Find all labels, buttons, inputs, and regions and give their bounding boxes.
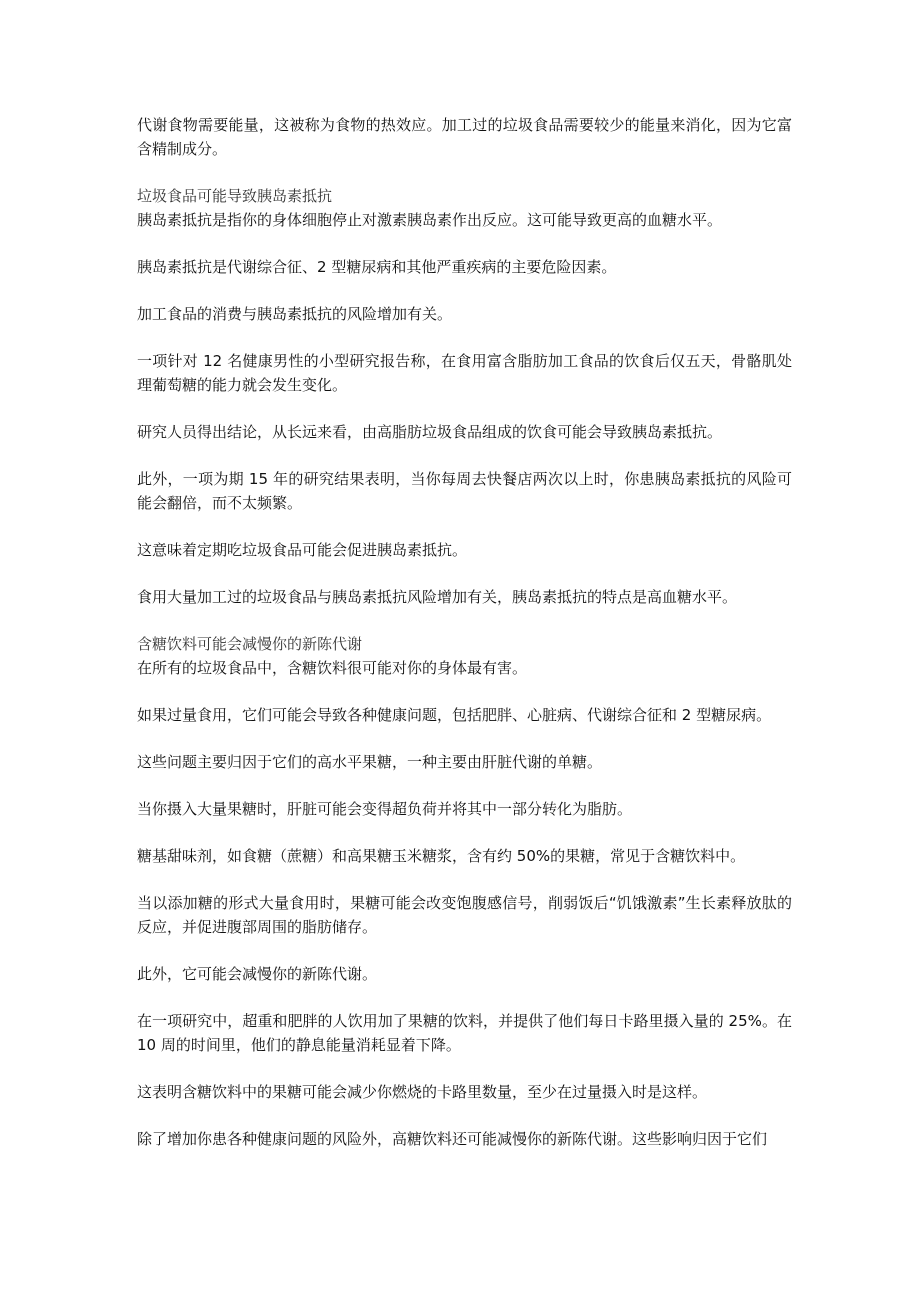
paragraph: 当你摄入大量果糖时，肝脏可能会变得超负荷并将其中一部分转化为脂肪。 (137, 800, 633, 818)
paragraph: 这些问题主要归因于它们的高水平果糖，一种主要由肝脏代谢的单糖。 (137, 753, 603, 771)
paragraph: 此外，它可能会减慢你的新陈代谢。 (137, 965, 378, 983)
paragraph: 加工食品的消费与胰岛素抵抗的风险增加有关。 (137, 305, 453, 323)
section-heading: 含糖饮料可能会减慢你的新陈代谢 (137, 635, 363, 653)
paragraph: 胰岛素抵抗是代谢综合征、2 型糖尿病和其他严重疾病的主要危险因素。 (137, 258, 617, 276)
paragraph: 在所有的垃圾食品中，含糖饮料很可能对你的身体最有害。 (137, 659, 528, 677)
paragraph: 胰岛素抵抗是指你的身体细胞停止对激素胰岛素作出反应。这可能导致更高的血糖水平。 (137, 211, 723, 229)
paragraph: 除了增加你患各种健康问题的风险外，高糖饮料还可能减慢你的新陈代谢。这些影响归因于它们 (137, 1130, 768, 1148)
paragraph: 如果过量食用，它们可能会导致各种健康问题，包括肥胖、心脏病、代谢综合征和 2 型糖尿病。 (137, 706, 772, 724)
document-body (137, 113, 792, 1174)
paragraph: 研究人员得出结论，从长远来看，由高脂肪垃圾食品组成的饮食可能会导致胰岛素抵抗。 (137, 423, 723, 441)
paragraph: 一项针对 12 名健康男性的小型研究报告称，在食用富含脂肪加工食品的饮食后仅五天，骨骼肌处理葡萄糖的能力就会发生变化。 (137, 352, 792, 394)
paragraph: 糖基甜味剂，如食糖（蔗糖）和高果糖玉米糖浆，含有约 50%的果糖，常见于含糖饮料中。 (137, 847, 746, 865)
paragraph: 在一项研究中，超重和肥胖的人饮用加了果糖的饮料，并提供了他们每日卡路里摄入量的 25%。在 10 周的时间里，他们的静息能量消耗显着下降。 (137, 1012, 792, 1054)
paragraph: 代谢食物需要能量，这被称为食物的热效应。加工过的垃圾食品需要较少的能量来消化，因为它富含精制成分。 (137, 116, 792, 158)
paragraph: 这表明含糖饮料中的果糖可能会减少你燃烧的卡路里数量，至少在过量摄入时是这样。 (137, 1083, 708, 1101)
paragraph: 这意味着定期吃垃圾食品可能会促进胰岛素抵抗。 (137, 541, 468, 559)
paragraph: 食用大量加工过的垃圾食品与胰岛素抵抗风险增加有关，胰岛素抵抗的特点是高血糖水平。 (137, 588, 738, 606)
paragraph: 当以添加糖的形式大量食用时，果糖可能会改变饱腹感信号，削弱饭后“饥饿激素”生长素释放肽的反应，并促进腹部周围的脂肪储存。 (137, 894, 792, 936)
section-heading: 垃圾食品可能导致胰岛素抵抗 (137, 187, 333, 205)
paragraph: 此外，一项为期 15 年的研究结果表明，当你每周去快餐店两次以上时，你患胰岛素抵抗的风险可能会翻倍，而不太频繁。 (137, 470, 792, 512)
